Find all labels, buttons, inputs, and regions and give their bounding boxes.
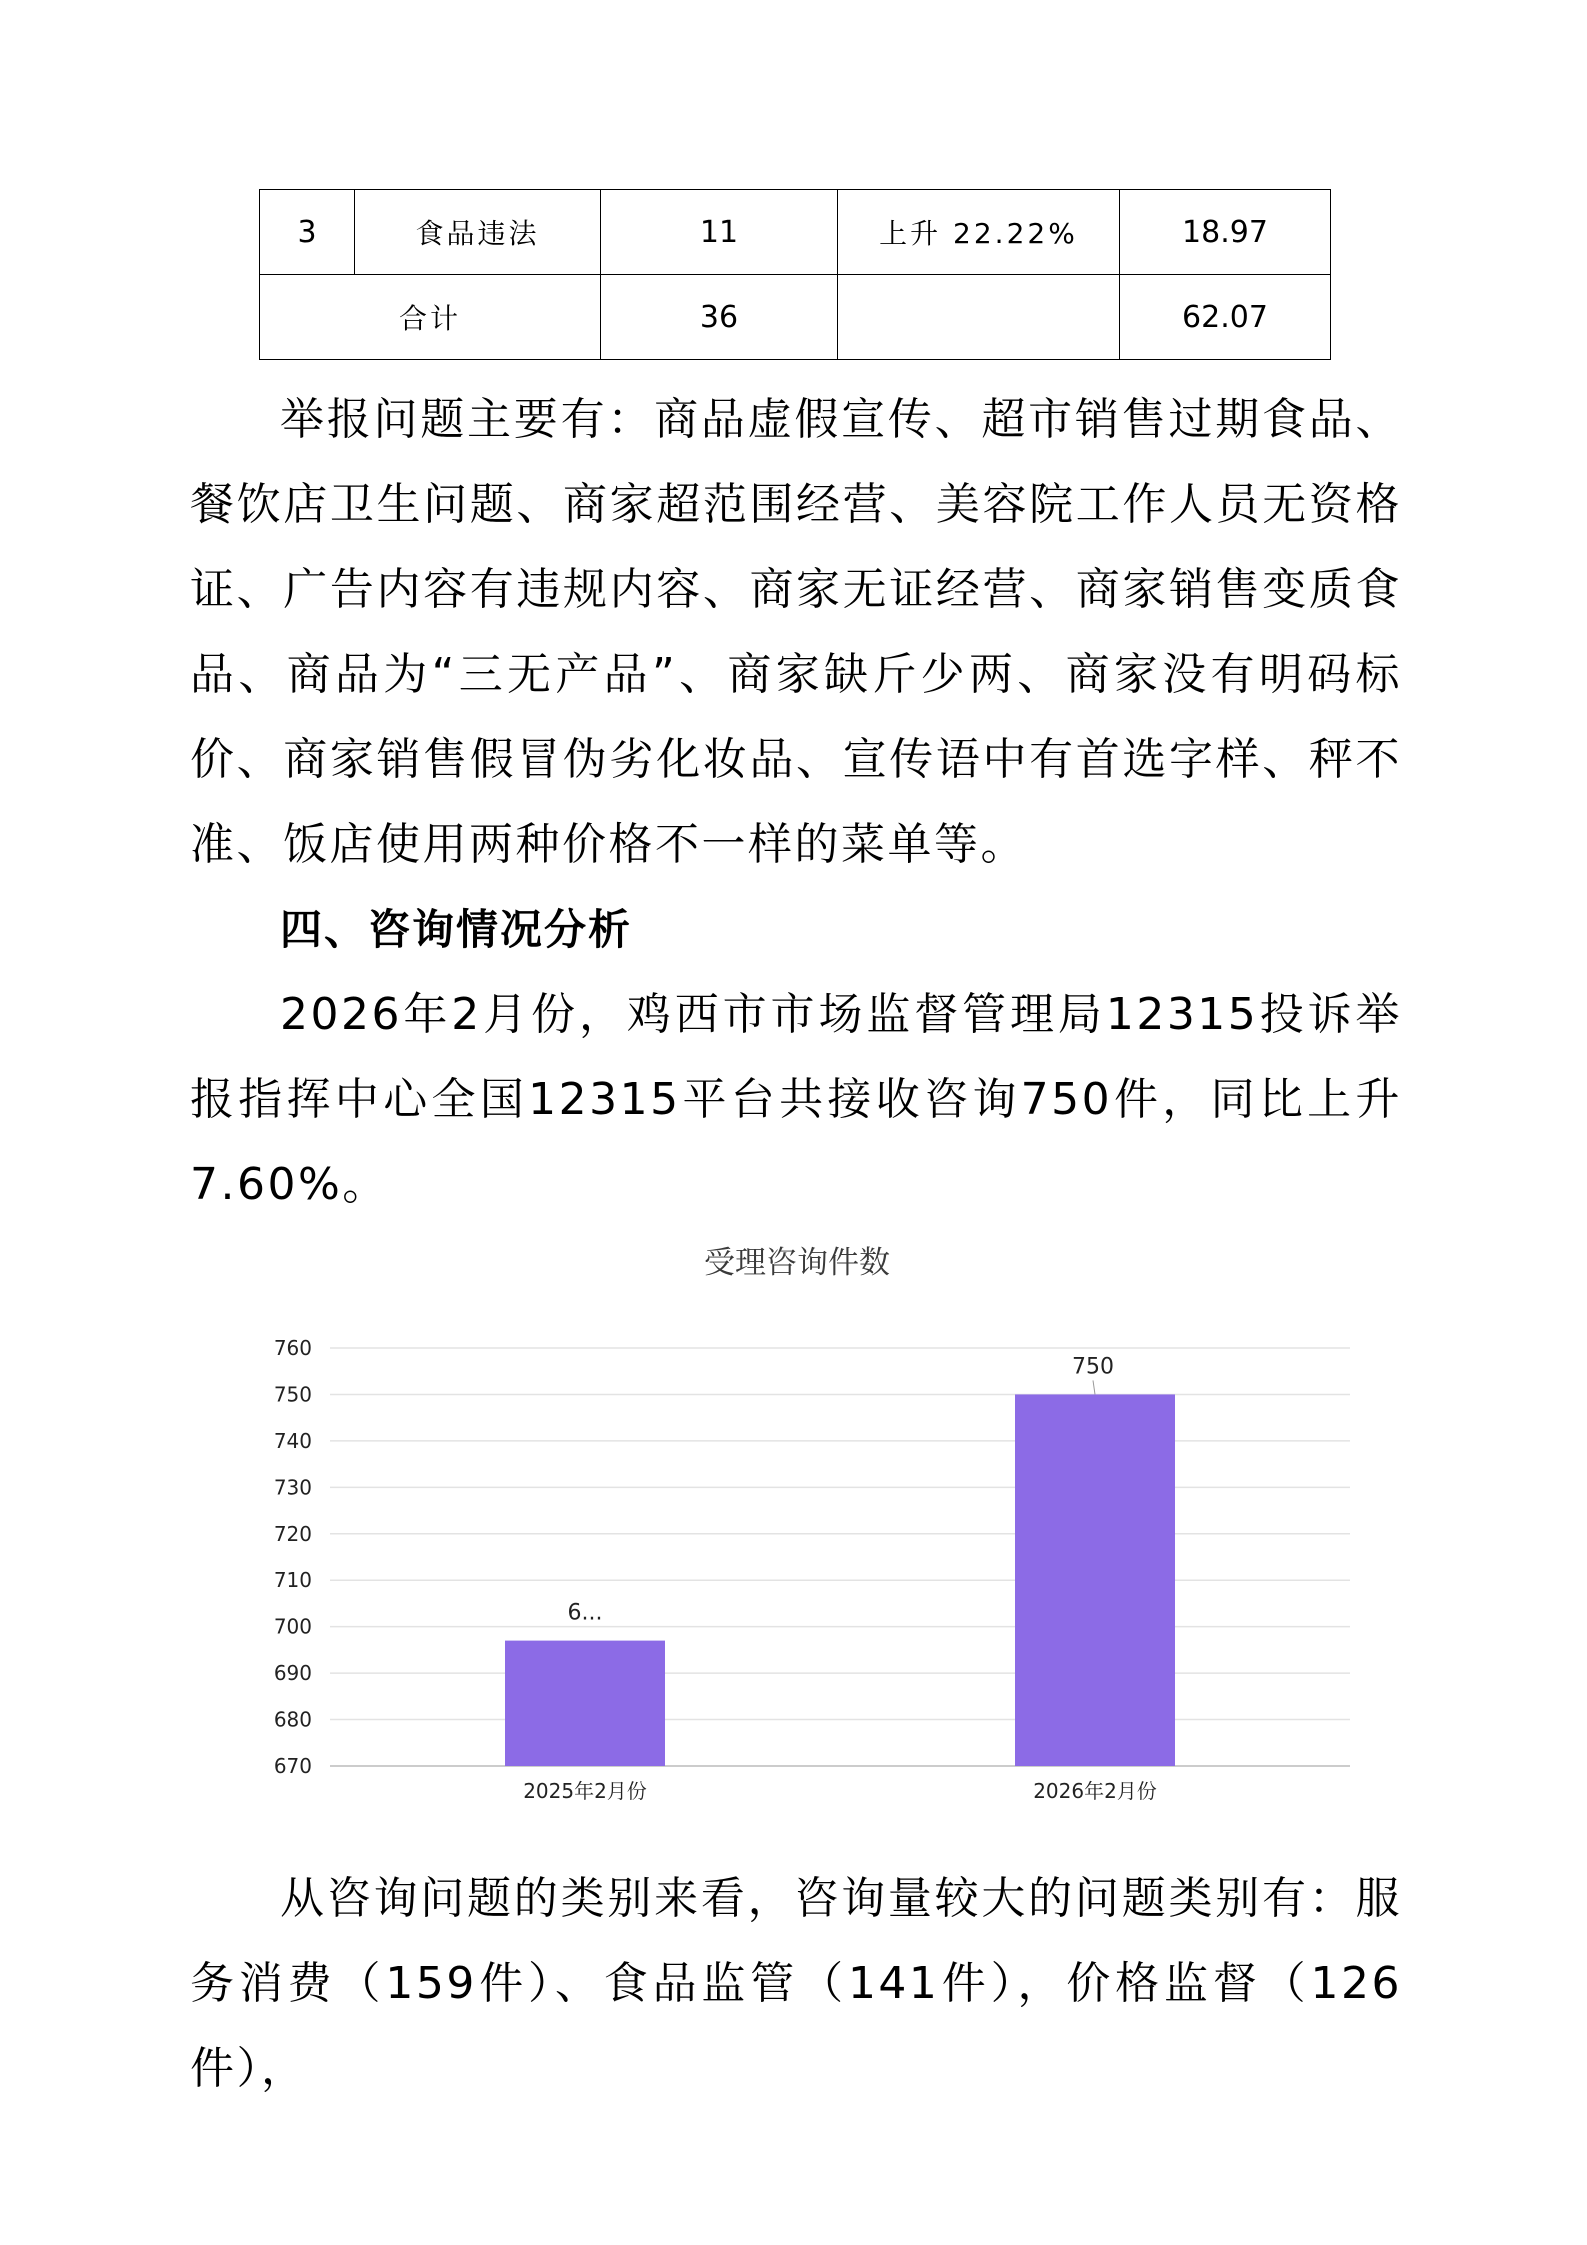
consultation-category-paragraph: 从咨询问题的类别来看，咨询量较大的问题类别有：服务消费（159件）、食品监管（141件），价格监督（126件）， xyxy=(190,1873,1402,2094)
y-tick-label: 720 xyxy=(273,1521,312,1546)
bar xyxy=(1015,1394,1175,1766)
y-tick-label: 680 xyxy=(273,1707,312,1732)
data-label: 750 xyxy=(1072,1354,1114,1380)
y-tick-label: 730 xyxy=(273,1475,312,1500)
x-tick-label: 2026年2月份 xyxy=(1033,1779,1157,1803)
y-tick-label: 750 xyxy=(273,1382,312,1407)
total-percent: 62.07 xyxy=(1120,275,1331,360)
consultation-summary-paragraph: 2026年2月份，鸡西市市场监督管理局12315投诉举报指挥中心全国12315平台共接收咨询750件，同比上升7.60%。 xyxy=(190,989,1402,1210)
row-percent: 18.97 xyxy=(1120,190,1331,275)
statistics-table xyxy=(259,189,1331,360)
table-row xyxy=(260,190,1331,275)
consultation-bar-chart xyxy=(0,1230,1587,1830)
row-count: 11 xyxy=(601,190,838,275)
total-label: 合计 xyxy=(260,275,601,360)
data-label: 6... xyxy=(567,1600,603,1626)
y-tick-label: 690 xyxy=(273,1661,312,1686)
x-tick-label: 2025年2月份 xyxy=(523,1779,647,1803)
y-tick-label: 760 xyxy=(273,1336,312,1360)
x-axis-labels xyxy=(523,1779,1157,1803)
section-heading: 四、咨询情况分析 xyxy=(280,905,633,954)
y-tick-label: 710 xyxy=(273,1568,312,1593)
total-count: 36 xyxy=(601,275,838,360)
row-item: 食品违法 xyxy=(355,190,601,275)
y-tick-label: 670 xyxy=(273,1754,312,1778)
data-label-leader xyxy=(1093,1380,1095,1394)
report-issues-paragraph: 举报问题主要有：商品虚假宣传、超市销售过期食品、餐饮店卫生问题、商家超范围经营、美容院工作人员无资格证、广告内容有违规内容、商家无证经营、商家销售变质食品、商品为“三无产品”、商家缺斤少两、商家没有明码标价、商家销售假冒伪劣化妆品、宣传语中有首选字样、秤不准、饭店使用两种价格不一样的菜单等。 xyxy=(190,394,1402,870)
total-change xyxy=(838,275,1120,360)
row-change: 上升 22.22% xyxy=(838,190,1120,275)
chart-grid xyxy=(330,1348,1350,1766)
row-number: 3 xyxy=(260,190,355,275)
y-tick-label: 740 xyxy=(273,1428,312,1453)
bar xyxy=(505,1641,665,1766)
table-total-row xyxy=(260,275,1331,360)
y-tick-label: 700 xyxy=(273,1614,312,1639)
chart-title: 受理咨询件数 xyxy=(704,1245,890,1281)
y-axis-ticks xyxy=(274,1336,312,1778)
